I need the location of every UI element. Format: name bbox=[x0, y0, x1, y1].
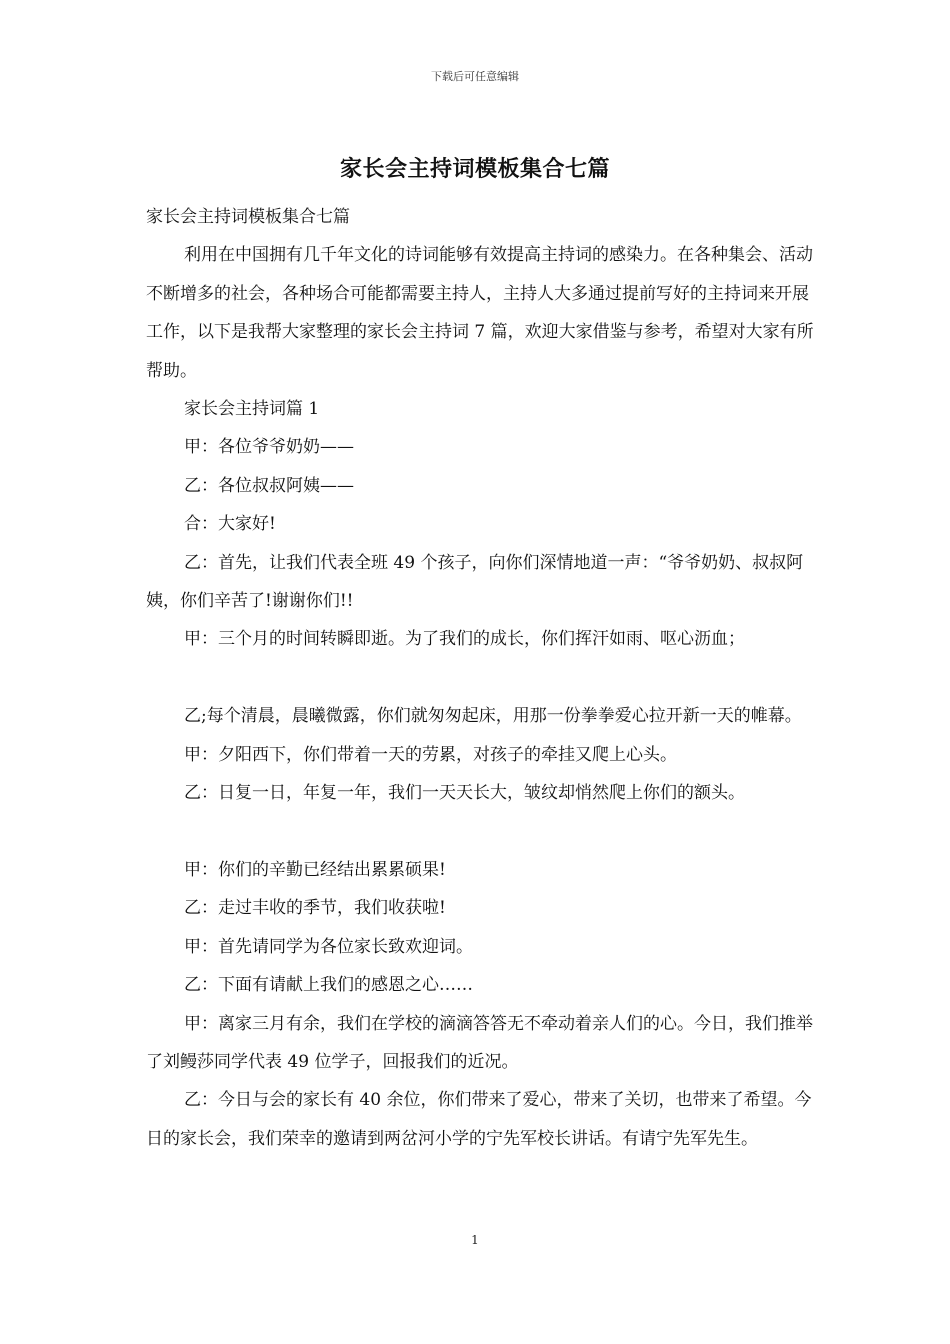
dialogue-line: 乙：各位叔叔阿姨—— bbox=[184, 475, 354, 496]
subtitle-line: 家长会主持词模板集合七篇 bbox=[146, 207, 350, 227]
dialogue-line: 甲：夕阳西下，你们带着一天的劳累，对孩子的牵挂又爬上心头。 bbox=[184, 744, 677, 765]
dialogue-line: 甲：离家三月有余，我们在学校的滴滴答答无不牵动着亲人们的心。今日，我们推举了刘鳗莎同学代表 49 位学子，回报我们的近况。 bbox=[146, 1013, 813, 1072]
document-body bbox=[146, 198, 822, 1158]
dialogue-line: 乙：首先，让我们代表全班 49 个孩子，向你们深情地道一声：“爷爷奶奶、叔叔阿姨，你们辛苦了!谢谢你们!! bbox=[146, 552, 804, 612]
dialogue-line: 乙：下面有请献上我们的感恩之心…… bbox=[184, 975, 473, 996]
intro-paragraph: 利用在中国拥有几千年文化的诗词能够有效提高主持词的感染力。在各种集会、活动不断增多的社会，各种场合可能都需要主持人，主持人大多通过提前写好的主持词来开展工作，以下是我帮大家整理的家长会主持词 7 篇，欢迎大家借鉴与参考，希望对大家有所帮助。 bbox=[146, 245, 814, 381]
paragraph-gap bbox=[146, 812, 822, 850]
section-heading: 家长会主持词篇 1 bbox=[184, 399, 320, 420]
dialogue-line: 乙;每个清晨，晨曦微露，你们就匆匆起床，用那一份拳拳爱心拉开新一天的帷幕。 bbox=[184, 706, 802, 727]
page-number: 1 bbox=[471, 1233, 479, 1247]
dialogue-line: 乙：走过丰收的季节，我们收获啦! bbox=[184, 898, 446, 919]
paragraph-gap bbox=[146, 659, 822, 697]
header-note: 下载后可任意编辑 bbox=[431, 70, 519, 83]
dialogue-line: 甲：你们的辛勤已经结出累累硕果! bbox=[184, 859, 446, 880]
dialogue-line: 甲：三个月的时间转瞬即逝。为了我们的成长，你们挥汗如雨、呕心沥血； bbox=[184, 629, 745, 650]
dialogue-line: 合：大家好! bbox=[184, 514, 276, 535]
document-title: 家长会主持词模板集合七篇 bbox=[339, 156, 610, 182]
dialogue-line: 乙：今日与会的家长有 40 余位，你们带来了爱心，带来了关切，也带来了希望。今日的家长会，我们荣幸的邀请到两岔河小学的宁先军校长讲话。有请宁先军先生。 bbox=[146, 1090, 812, 1149]
dialogue-line: 甲：各位爷爷奶奶—— bbox=[184, 437, 354, 458]
dialogue-line: 乙：日复一日，年复一年，我们一天天长大，皱纹却悄然爬上你们的额头。 bbox=[184, 783, 745, 804]
dialogue-line: 甲：首先请同学为各位家长致欢迎词。 bbox=[184, 936, 473, 957]
